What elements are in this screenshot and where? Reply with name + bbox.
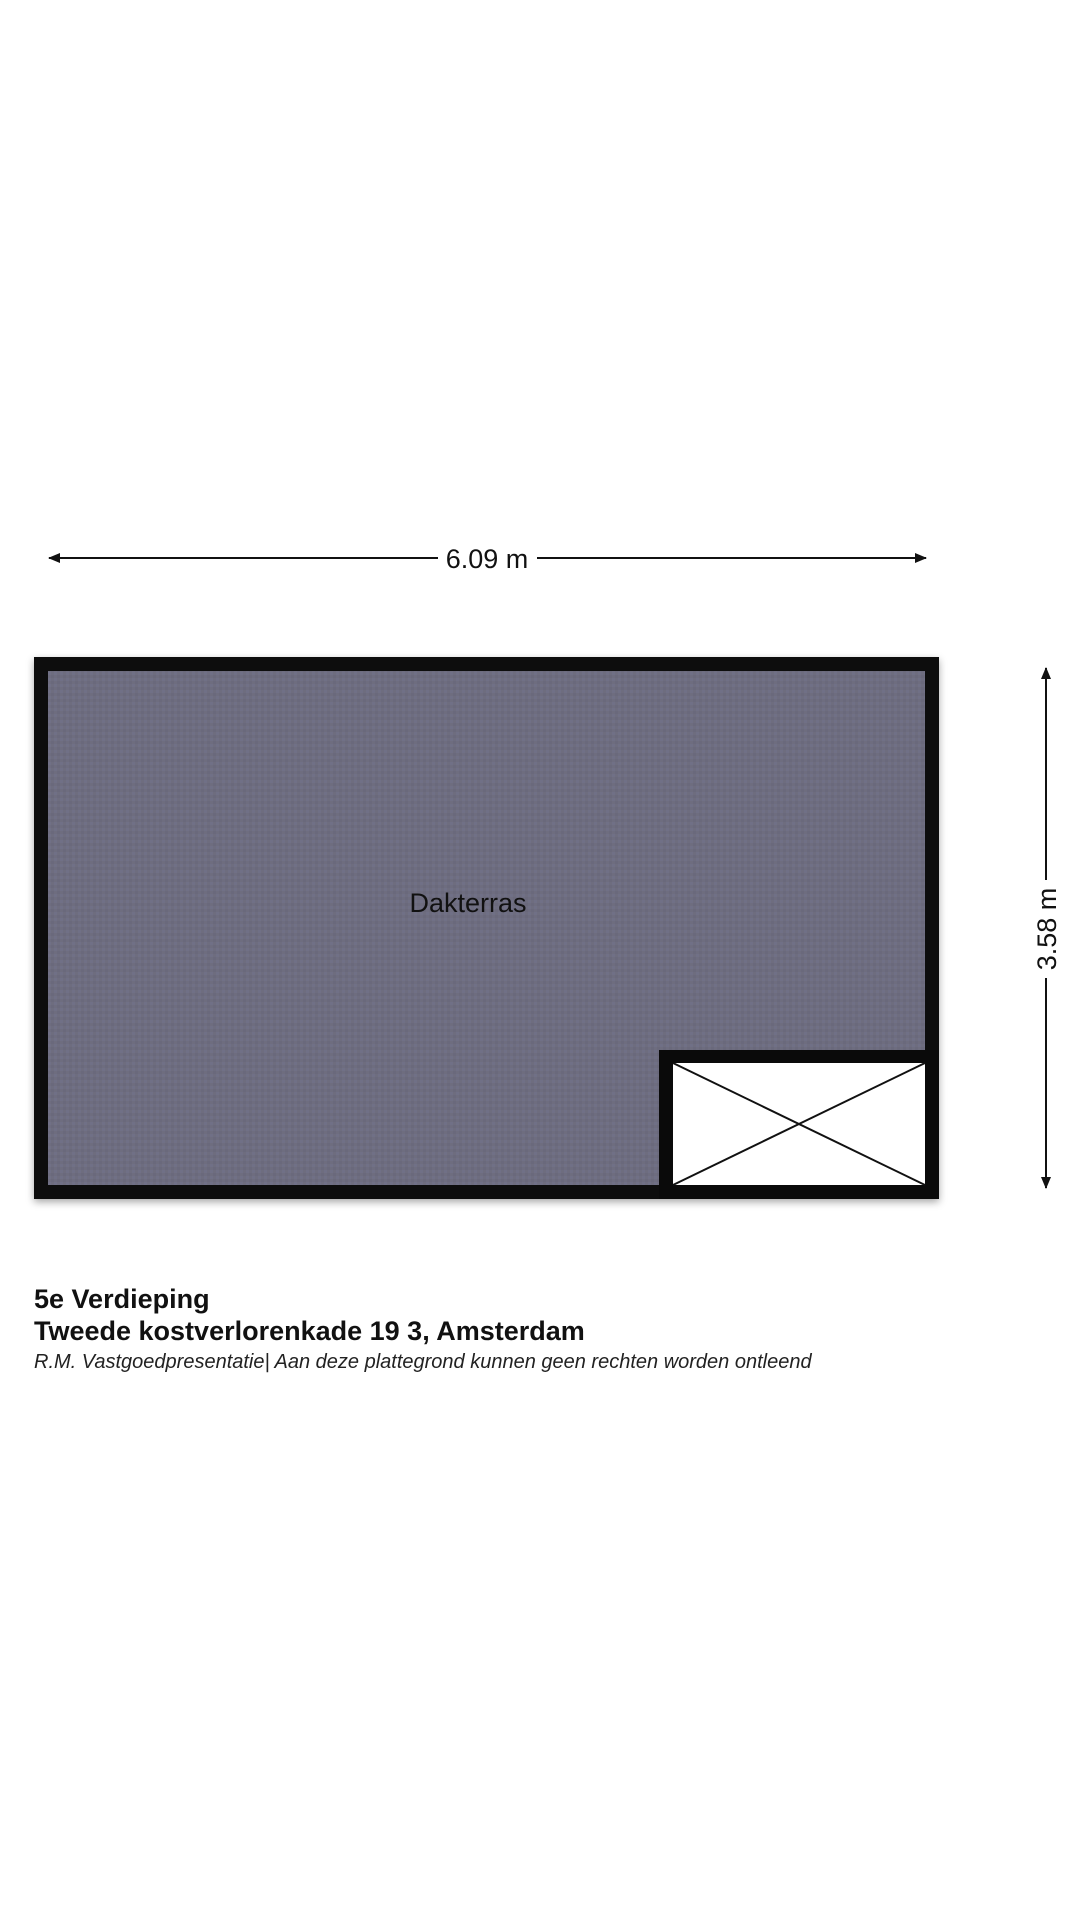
width-dimension bbox=[49, 544, 926, 574]
room-label: Dakterras bbox=[409, 888, 527, 918]
height-dimension bbox=[1032, 668, 1062, 1188]
height-dimension-label: 3.58 m bbox=[1032, 887, 1062, 971]
width-dimension-label: 6.09 m bbox=[445, 544, 529, 574]
address-title: Tweede kostverlorenkade 19 3, Amsterdam bbox=[34, 1316, 585, 1346]
disclaimer-text: R.M. Vastgoedpresentatie| Aan deze plattegrond kunnen geen rechten worden ontleend bbox=[34, 1351, 812, 1373]
caption-block bbox=[34, 1283, 1034, 1375]
void-shaft bbox=[659, 1050, 939, 1199]
floor-title: 5e Verdieping bbox=[34, 1284, 210, 1314]
